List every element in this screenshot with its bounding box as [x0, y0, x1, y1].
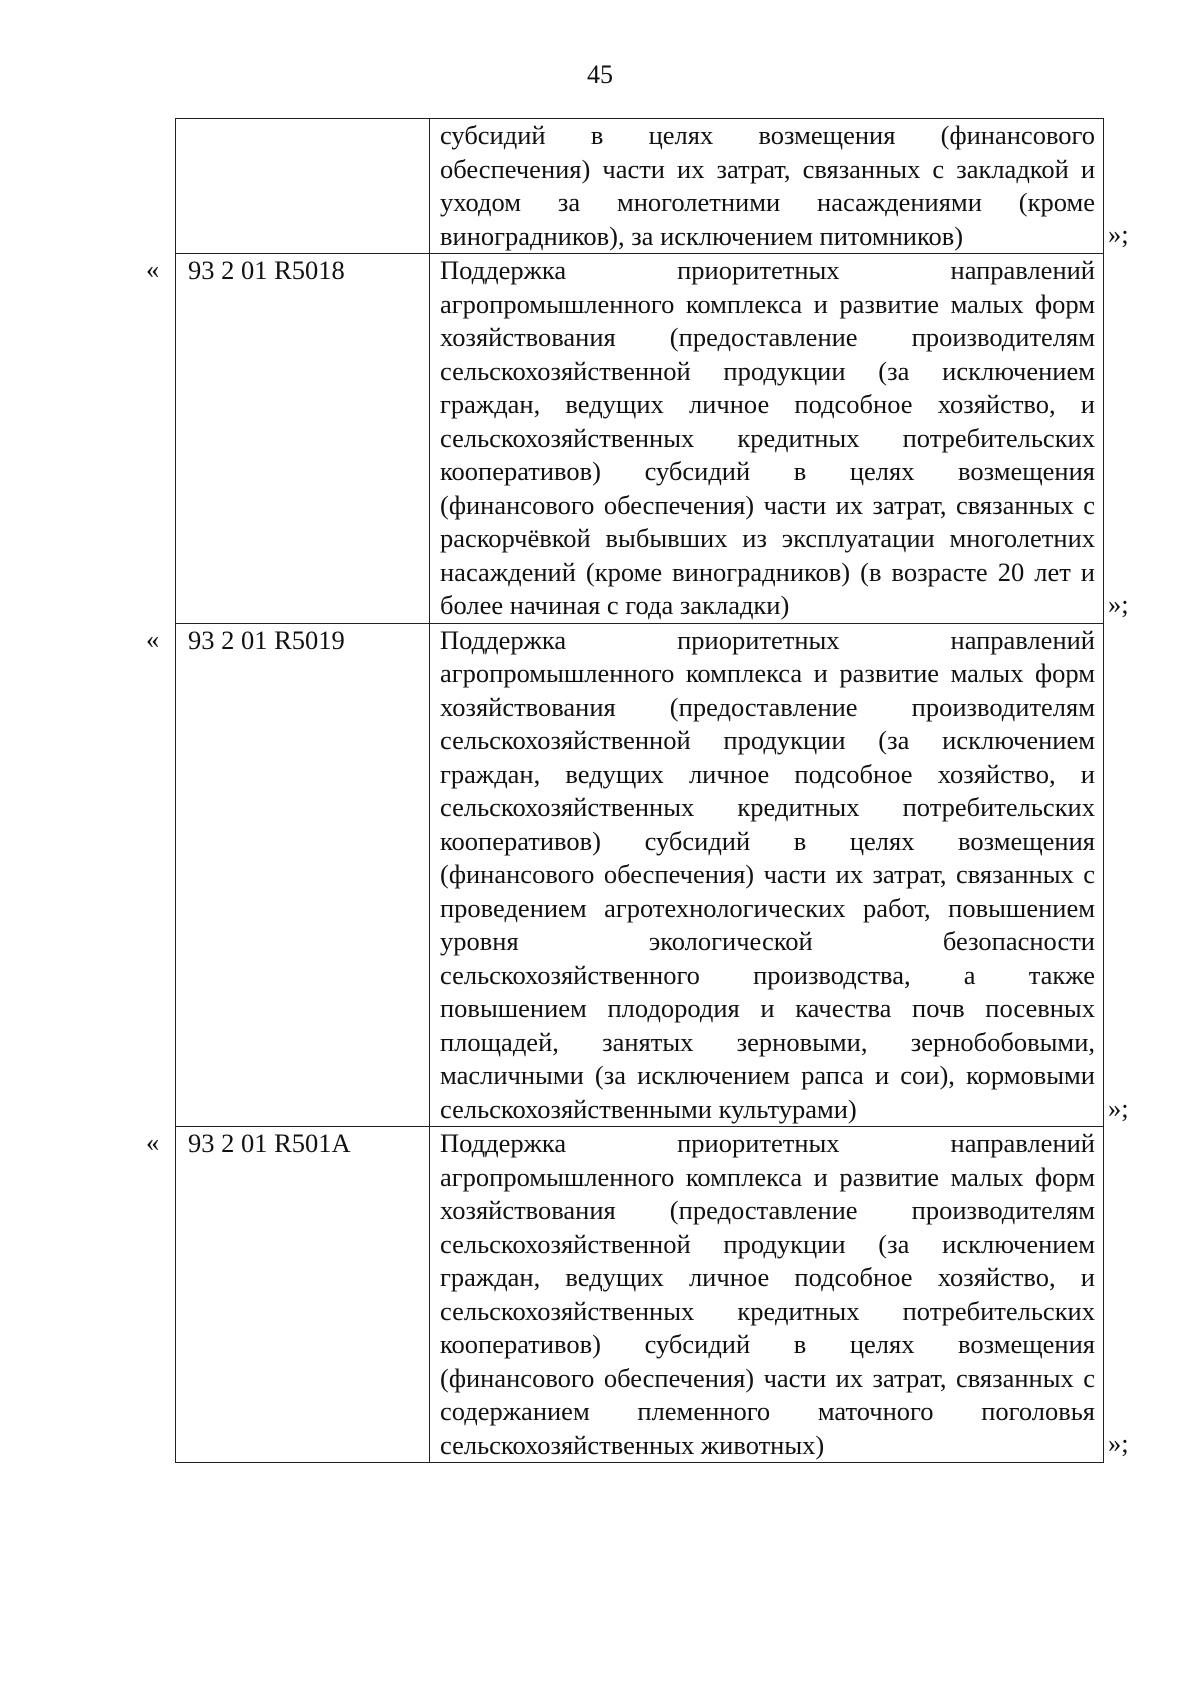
closing-quote: »; — [1108, 218, 1129, 249]
opening-quote: « — [146, 624, 160, 654]
opening-quote: « — [146, 254, 160, 284]
description-cell — [430, 254, 1104, 624]
table-row — [176, 254, 1104, 624]
classification-code: 93 2 01 R501A — [188, 1128, 351, 1158]
code-cell — [176, 254, 430, 624]
description-cell — [430, 1127, 1104, 1463]
description-text: Поддержка приоритетных направлений агропромышленного комплекса и развитие малых форм хозяйствования (предоставление производителям сельскохозяйственной продукции (за исключением граждан, ведущих личное подсобное хозяйство, и сельскохозяйственных кредитных потребительских кооперативов) субсидий в целях возмещения (финансового обеспечения) части их затрат, связанных с содержанием племенного маточного поголовья сельскохозяйственных животных) — [440, 1128, 1095, 1460]
table-row — [176, 119, 1104, 254]
table-row — [176, 1127, 1104, 1463]
description-text: Поддержка приоритетных направлений агропромышленного комплекса и развитие малых форм хозяйствования (предоставление производителям сельскохозяйственной продукции (за исключением граждан, ведущих личное подсобное хозяйство, и сельскохозяйственных кредитных потребительских кооперативов) субсидий в целях возмещения (финансового обеспечения) части их затрат, связанных с проведением агротехнологических работ, повышением уровня экологической безопасности сельскохозяйственного производства, а также повышением плодородия и качества почв посевных площадей, занятых зерновыми, зернобобовыми, масличными (за исключением рапса и сои), кормовыми сельскохозяйственными культурами) — [440, 624, 1095, 1124]
description-text: Поддержка приоритетных направлений агропромышленного комплекса и развитие малых форм хозяйствования (предоставление производителям сельскохозяйственной продукции (за исключением граждан, ведущих личное подсобное хозяйство, и сельскохозяйственных кредитных потребительских кооперативов) субсидий в целях возмещения (финансового обеспечения) части их затрат, связанных с раскорчёвкой выбывших из эксплуатации многолетних насаждений (кроме виноградников) (в возрасте 20 лет и более начиная с года закладки) — [440, 255, 1095, 620]
closing-quote: »; — [1108, 588, 1129, 619]
classification-code: 93 2 01 R5018 — [188, 255, 345, 285]
code-cell — [176, 623, 430, 1127]
description-text: субсидий в целях возмещения (финансового обеспечения) части их затрат, связанных с закладкой и уходом за многолетними насаждениями (кроме виноградников), за исключением питомников) — [440, 120, 1095, 251]
code-cell — [176, 119, 430, 254]
closing-quote: »; — [1108, 1427, 1129, 1458]
description-cell — [430, 623, 1104, 1127]
closing-quote: »; — [1108, 1092, 1129, 1123]
table-row — [176, 623, 1104, 1127]
opening-quote: « — [146, 1127, 160, 1157]
code-cell — [176, 1127, 430, 1463]
page-number: 45 — [587, 60, 613, 89]
budget-classification-table — [175, 118, 1104, 1463]
description-cell — [430, 119, 1104, 254]
classification-code: 93 2 01 R5019 — [188, 624, 345, 655]
